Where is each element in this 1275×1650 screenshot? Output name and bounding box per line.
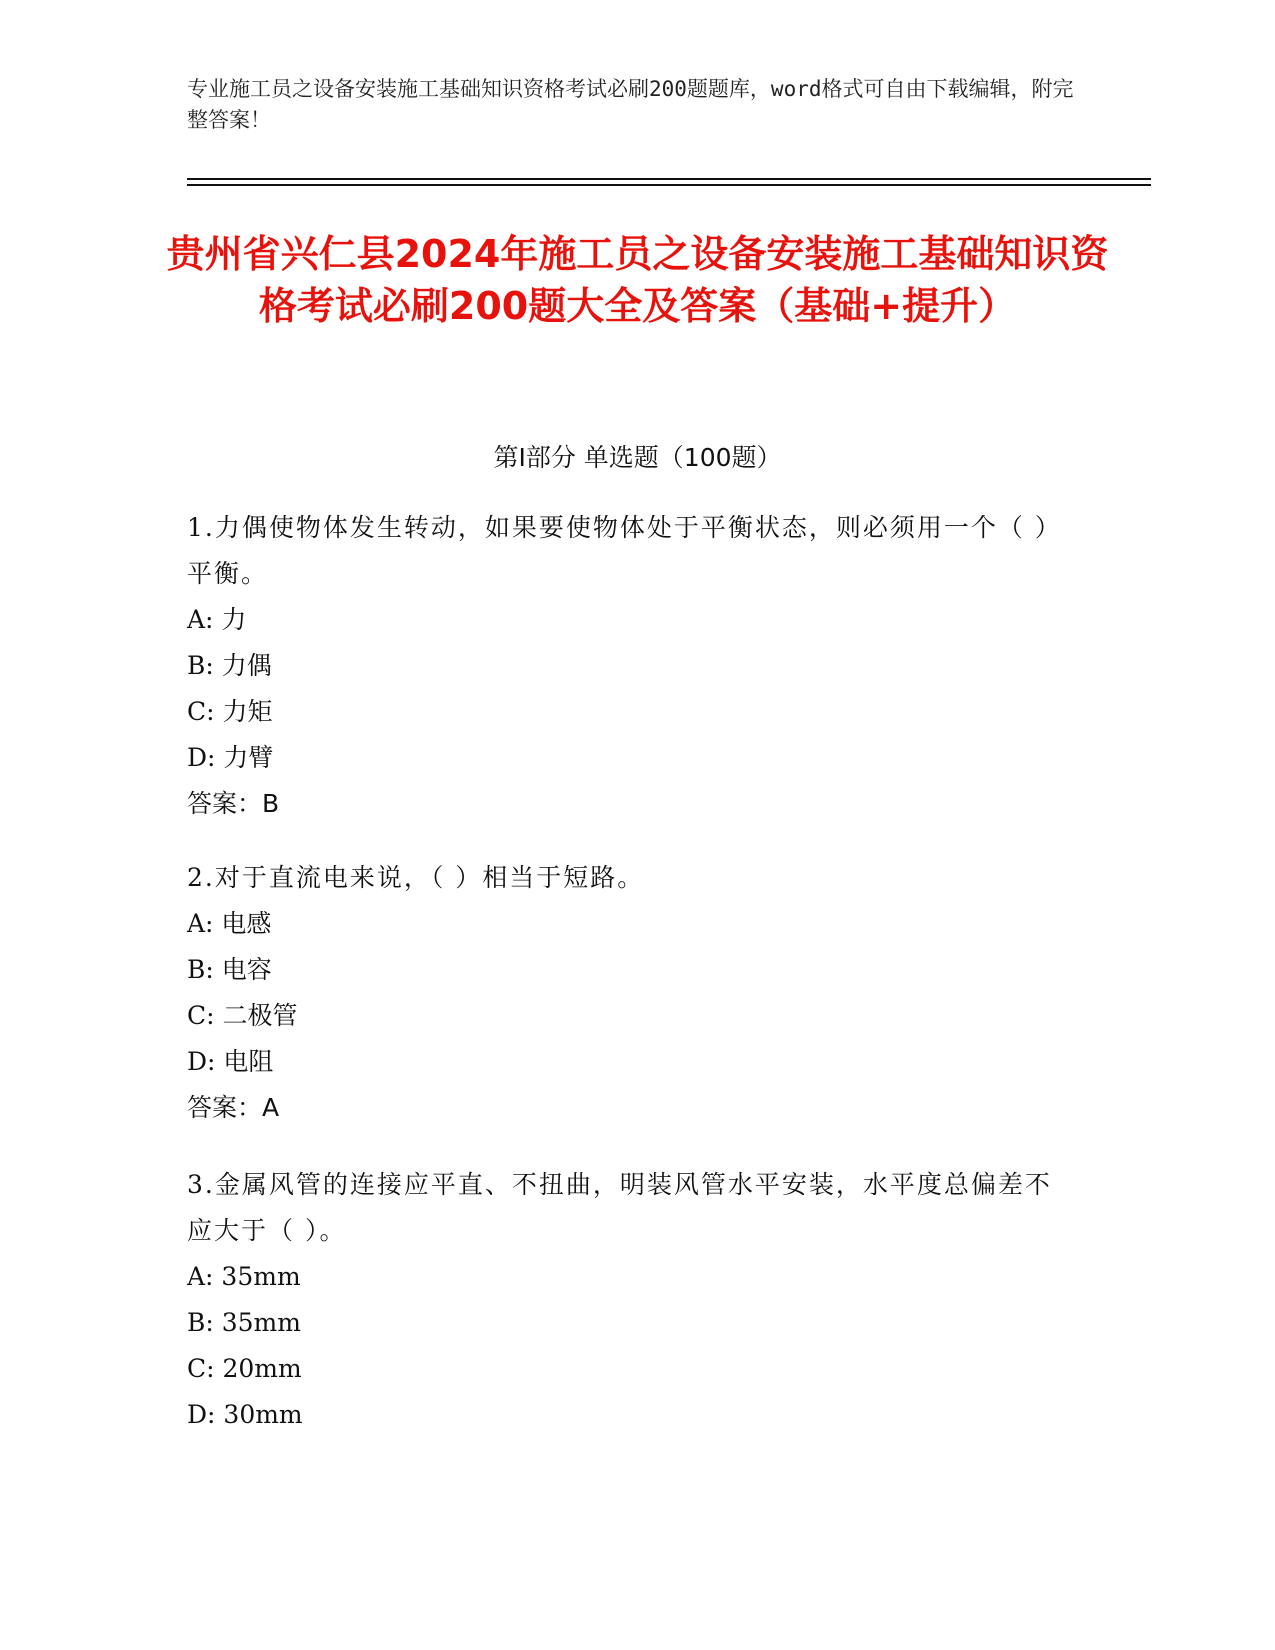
answer: 答案：A [187,1093,280,1122]
option-a: A: 电感 [187,909,272,938]
question-1 [187,505,1067,827]
option-a: A: 力 [187,605,247,634]
question-text: 2.对于直流电来说，（ ）相当于短路。 [187,863,645,892]
option-b: B: 电容 [187,955,272,984]
option-d: D: 30mm [187,1400,303,1429]
question-3 [187,1162,1067,1438]
section-heading: 第I部分 单选题（100题） [493,443,782,472]
answer: 答案：B [187,789,280,818]
option-c: C: 二极管 [187,1001,298,1030]
header-note: 专业施工员之设备安装施工基础知识资格考试必刷200题题库，word格式可自由下载编辑，附完整答案！ [187,77,1074,132]
option-d: D: 电阻 [187,1047,274,1076]
option-c: C: 20mm [187,1354,302,1383]
question-text: 1.力偶使物体发生转动，如果要使物体处于平衡状态，则必须用一个（ ）平衡。 [187,513,1062,588]
question-text: 3.金属风管的连接应平直、不扭曲，明装风管水平安装，水平度总偏差不应大于（ ）。 [187,1170,1052,1245]
option-d: D: 力臂 [187,743,274,772]
question-2 [187,855,1067,1131]
header-divider-bottom [187,184,1151,186]
document-title: 贵州省兴仁县2024年施工员之设备安装施工基础知识资格考试必刷200题大全及答案（基础+提升） [166,232,1109,328]
option-a: A: 35mm [187,1262,301,1291]
option-b: B: 35mm [187,1308,301,1337]
option-b: B: 力偶 [187,651,272,680]
option-c: C: 力矩 [187,697,273,726]
header-divider-top [187,178,1151,180]
